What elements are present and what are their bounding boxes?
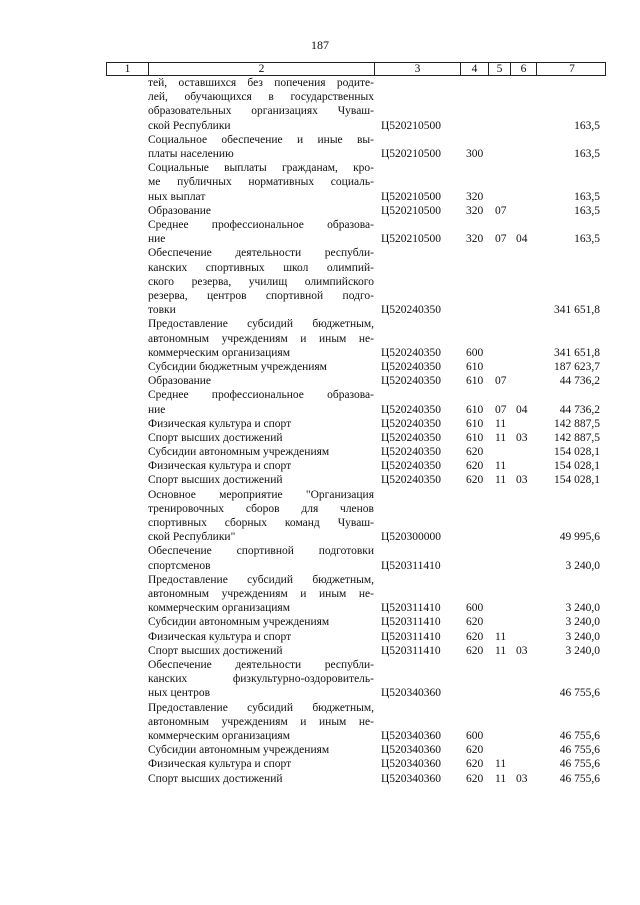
row-code: Ц520210500 <box>381 233 442 246</box>
description-line: лей, обучающихся в государственных <box>148 91 374 104</box>
table-row <box>106 630 606 644</box>
row-code: Ц520240350 <box>381 403 442 416</box>
row-description <box>148 246 374 317</box>
row-sum: 142 887,5 <box>554 417 600 430</box>
row-pr: 04 <box>516 403 528 416</box>
row-code: Ц520311410 <box>381 616 441 629</box>
header-col-6: 6 <box>511 63 537 75</box>
table-row <box>106 473 606 487</box>
table-row <box>106 246 606 317</box>
description-line: Предоставление субсидий бюджетным, <box>148 701 374 714</box>
description-line: товки <box>148 304 176 317</box>
table-row <box>106 701 606 744</box>
row-sum: 341 651,8 <box>554 304 600 317</box>
table-row <box>106 431 606 445</box>
row-rz: 11 <box>495 474 507 487</box>
row-vr: 600 <box>466 602 484 615</box>
row-code: Ц520311410 <box>381 559 441 572</box>
description-line: Предоставление субсидий бюджетным, <box>148 573 374 586</box>
row-code: Ц520311410 <box>381 644 441 657</box>
row-vr: 620 <box>466 644 484 657</box>
row-rz: 11 <box>495 460 507 473</box>
table-row <box>106 317 606 360</box>
table-row <box>106 658 606 701</box>
row-code: Ц520210500 <box>381 204 442 217</box>
row-vr: 620 <box>466 616 484 629</box>
row-code: Ц520240350 <box>381 346 442 359</box>
description-line: образовательных организациях Чуваш- <box>148 105 374 118</box>
description-line: тренировочных сборов для членов <box>148 502 374 515</box>
row-description <box>148 615 374 629</box>
table-row <box>106 204 606 218</box>
row-vr: 610 <box>466 431 484 444</box>
row-code: Ц520311410 <box>381 602 441 615</box>
row-pr: 03 <box>516 431 528 444</box>
description-line: Обеспечение деятельности республи- <box>148 659 374 671</box>
header-col-1: 1 <box>107 63 149 75</box>
description-line: Спорт высших достижений <box>148 474 283 487</box>
row-description <box>148 644 374 658</box>
row-description <box>148 701 374 744</box>
row-vr: 320 <box>466 190 484 203</box>
description-line: ской Республики" <box>148 531 236 544</box>
table-row <box>106 417 606 431</box>
description-line: Среднее профессиональное образова- <box>148 218 374 231</box>
row-sum: 142 887,5 <box>554 431 600 444</box>
row-code: Ц520240350 <box>381 304 442 317</box>
page-number: 187 <box>311 38 329 52</box>
table-row <box>106 772 606 786</box>
row-description <box>148 658 374 701</box>
description-line: Спорт высших достижений <box>148 644 283 657</box>
row-pr: 04 <box>516 233 528 246</box>
row-code: Ц520340360 <box>381 744 442 757</box>
description-line: Субсидии автономным учреждениям <box>148 744 330 757</box>
row-code: Ц520240350 <box>381 460 442 473</box>
row-description <box>148 743 374 757</box>
description-line: Физическая культура и спорт <box>148 758 292 771</box>
row-sum: 163,5 <box>574 119 600 132</box>
row-rz: 11 <box>495 431 507 444</box>
row-code: Ц520240350 <box>381 375 442 388</box>
description-line: Образование <box>148 375 212 388</box>
description-line: Физическая культура и спорт <box>148 417 292 430</box>
row-sum: 163,5 <box>574 190 600 203</box>
description-line: канских физкультурно-оздоровитель- <box>148 673 374 686</box>
table-row <box>106 76 606 133</box>
row-code: Ц520240350 <box>381 431 442 444</box>
row-sum: 154 028,1 <box>554 446 600 459</box>
description-line: автономным учреждениям и иным не- <box>148 332 374 345</box>
table-row <box>106 459 606 473</box>
row-description <box>148 360 374 374</box>
row-description <box>148 133 374 161</box>
row-description <box>148 204 374 218</box>
row-vr: 610 <box>466 403 484 416</box>
row-sum: 3 240,0 <box>565 630 600 643</box>
table-header <box>106 62 606 76</box>
description-line: ние <box>148 403 166 416</box>
description-line: спортивных сборных команд Чуваш- <box>148 517 374 530</box>
row-vr: 610 <box>466 375 484 388</box>
row-rz: 11 <box>495 772 507 785</box>
row-sum: 46 755,6 <box>559 772 600 785</box>
description-line: ского резерва, училищ олимпийского <box>148 275 374 288</box>
table-row <box>106 374 606 388</box>
row-vr: 620 <box>466 446 484 459</box>
row-vr: 620 <box>466 630 484 643</box>
row-vr: 610 <box>466 417 484 430</box>
row-rz: 07 <box>495 233 507 246</box>
row-sum: 44 736,2 <box>559 403 600 416</box>
row-code: Ц520300000 <box>381 531 442 544</box>
row-description <box>148 317 374 360</box>
table-row <box>106 218 606 246</box>
description-line: ской Республики <box>148 119 231 132</box>
table-row <box>106 757 606 771</box>
row-sum: 163,5 <box>574 204 600 217</box>
row-vr: 600 <box>466 346 484 359</box>
row-vr: 620 <box>466 758 484 771</box>
header-col-3: 3 <box>375 63 461 75</box>
description-line: Обеспечение спортивной подготовки <box>148 545 374 558</box>
description-line: Субсидии бюджетным учреждениям <box>148 360 327 373</box>
description-line: платы населению <box>148 148 234 160</box>
row-vr: 300 <box>466 147 484 160</box>
row-rz: 11 <box>495 630 507 643</box>
row-sum: 154 028,1 <box>554 460 600 473</box>
description-line: Основное мероприятие "Организация <box>148 488 374 501</box>
row-description <box>148 76 374 133</box>
description-line: автономным учреждениям и иным не- <box>148 588 374 601</box>
row-sum: 46 755,6 <box>559 729 600 742</box>
description-line: ных центров <box>148 687 211 700</box>
description-line: Среднее профессиональное образова- <box>148 389 374 402</box>
row-rz: 07 <box>495 403 507 416</box>
header-col-7: 7 <box>569 63 575 75</box>
description-line: коммерческим организациям <box>148 346 290 359</box>
row-vr: 320 <box>466 233 484 246</box>
description-line: резерва, центров спортивной подго- <box>148 289 374 302</box>
row-description <box>148 431 374 445</box>
row-vr: 620 <box>466 474 484 487</box>
row-vr: 620 <box>466 460 484 473</box>
row-code: Ц520240350 <box>381 360 442 373</box>
row-sum: 154 028,1 <box>554 474 600 487</box>
row-code: Ц520210500 <box>381 147 442 160</box>
description-line: канских спортивных школ олимпий- <box>148 261 374 274</box>
description-line: Социальное обеспечение и иные вы- <box>148 133 374 146</box>
description-line: Образование <box>148 204 212 217</box>
row-description <box>148 544 374 572</box>
description-line: Социальные выплаты гражданам, кро- <box>148 162 374 175</box>
row-description <box>148 218 374 246</box>
description-line: Физическая культура и спорт <box>148 630 292 643</box>
table-row <box>106 743 606 757</box>
row-code: Ц520240350 <box>381 474 442 487</box>
description-line: Спорт высших достижений <box>148 772 283 785</box>
row-sum: 163,5 <box>574 147 600 160</box>
description-line: ме публичных нормативных социаль- <box>148 176 374 189</box>
table-row <box>106 445 606 459</box>
row-code: Ц520340360 <box>381 729 442 742</box>
row-rz: 07 <box>495 204 507 217</box>
row-vr: 620 <box>466 744 484 757</box>
table-row <box>106 644 606 658</box>
row-description <box>148 488 374 545</box>
row-sum: 44 736,2 <box>559 375 600 388</box>
description-line: Спорт высших достижений <box>148 431 283 444</box>
row-vr: 620 <box>466 772 484 785</box>
row-description <box>148 417 374 431</box>
table-row <box>106 573 606 616</box>
table-body <box>106 76 606 786</box>
row-description <box>148 573 374 616</box>
description-line: Предоставление субсидий бюджетным, <box>148 318 374 331</box>
row-vr: 320 <box>466 204 484 217</box>
table-row <box>106 544 606 572</box>
row-code: Ц520311410 <box>381 630 441 643</box>
description-line: Физическая культура и спорт <box>148 460 292 473</box>
row-sum: 3 240,0 <box>565 559 600 572</box>
row-sum: 46 755,6 <box>559 687 600 700</box>
description-line: тей, оставшихся без попечения родите- <box>148 77 374 89</box>
header-col-2: 2 <box>149 63 375 75</box>
row-description <box>148 630 374 644</box>
row-sum: 163,5 <box>574 233 600 246</box>
row-rz: 11 <box>495 417 507 430</box>
row-pr: 03 <box>516 772 528 785</box>
row-sum: 187 623,7 <box>554 360 600 373</box>
row-code: Ц520340360 <box>381 772 442 785</box>
row-code: Ц520340360 <box>381 758 442 771</box>
description-line: ние <box>148 233 166 246</box>
row-sum: 3 240,0 <box>565 602 600 615</box>
table-row <box>106 133 606 161</box>
description-line: Субсидии автономным учреждениям <box>148 446 330 459</box>
row-description <box>148 473 374 487</box>
table-row <box>106 161 606 204</box>
row-vr: 610 <box>466 360 484 373</box>
row-sum: 3 240,0 <box>565 644 600 657</box>
row-description <box>148 161 374 204</box>
description-line: Обеспечение деятельности республи- <box>148 247 374 260</box>
table-row <box>106 488 606 545</box>
row-code: Ц520210500 <box>381 119 442 132</box>
row-description <box>148 388 374 416</box>
header-col-4: 4 <box>461 63 489 75</box>
row-description <box>148 459 374 473</box>
row-description <box>148 757 374 771</box>
row-pr: 03 <box>516 474 528 487</box>
description-line: спортсменов <box>148 559 211 572</box>
row-sum: 3 240,0 <box>565 616 600 629</box>
row-rz: 11 <box>495 758 507 771</box>
description-line: автономным учреждениям и иным не- <box>148 715 374 728</box>
row-sum: 341 651,8 <box>554 346 600 359</box>
row-sum: 49 995,6 <box>559 531 600 544</box>
description-line: коммерческим организациям <box>148 602 290 615</box>
row-description <box>148 772 374 786</box>
row-description <box>148 445 374 459</box>
row-code: Ц520340360 <box>381 687 442 700</box>
row-sum: 46 755,6 <box>559 758 600 771</box>
table-row <box>106 388 606 416</box>
row-code: Ц520240350 <box>381 417 442 430</box>
row-pr: 03 <box>516 644 528 657</box>
description-line: Субсидии автономным учреждениям <box>148 616 330 629</box>
header-col-5: 5 <box>489 63 511 75</box>
row-sum: 46 755,6 <box>559 744 600 757</box>
row-description <box>148 374 374 388</box>
row-code: Ц520240350 <box>381 446 442 459</box>
row-vr: 600 <box>466 729 484 742</box>
table-row <box>106 615 606 629</box>
description-line: ных выплат <box>148 190 206 203</box>
description-line: коммерческим организациям <box>148 730 290 742</box>
row-code: Ц520210500 <box>381 190 442 203</box>
row-rz: 11 <box>495 644 507 657</box>
row-rz: 07 <box>495 375 507 388</box>
table-row <box>106 360 606 374</box>
